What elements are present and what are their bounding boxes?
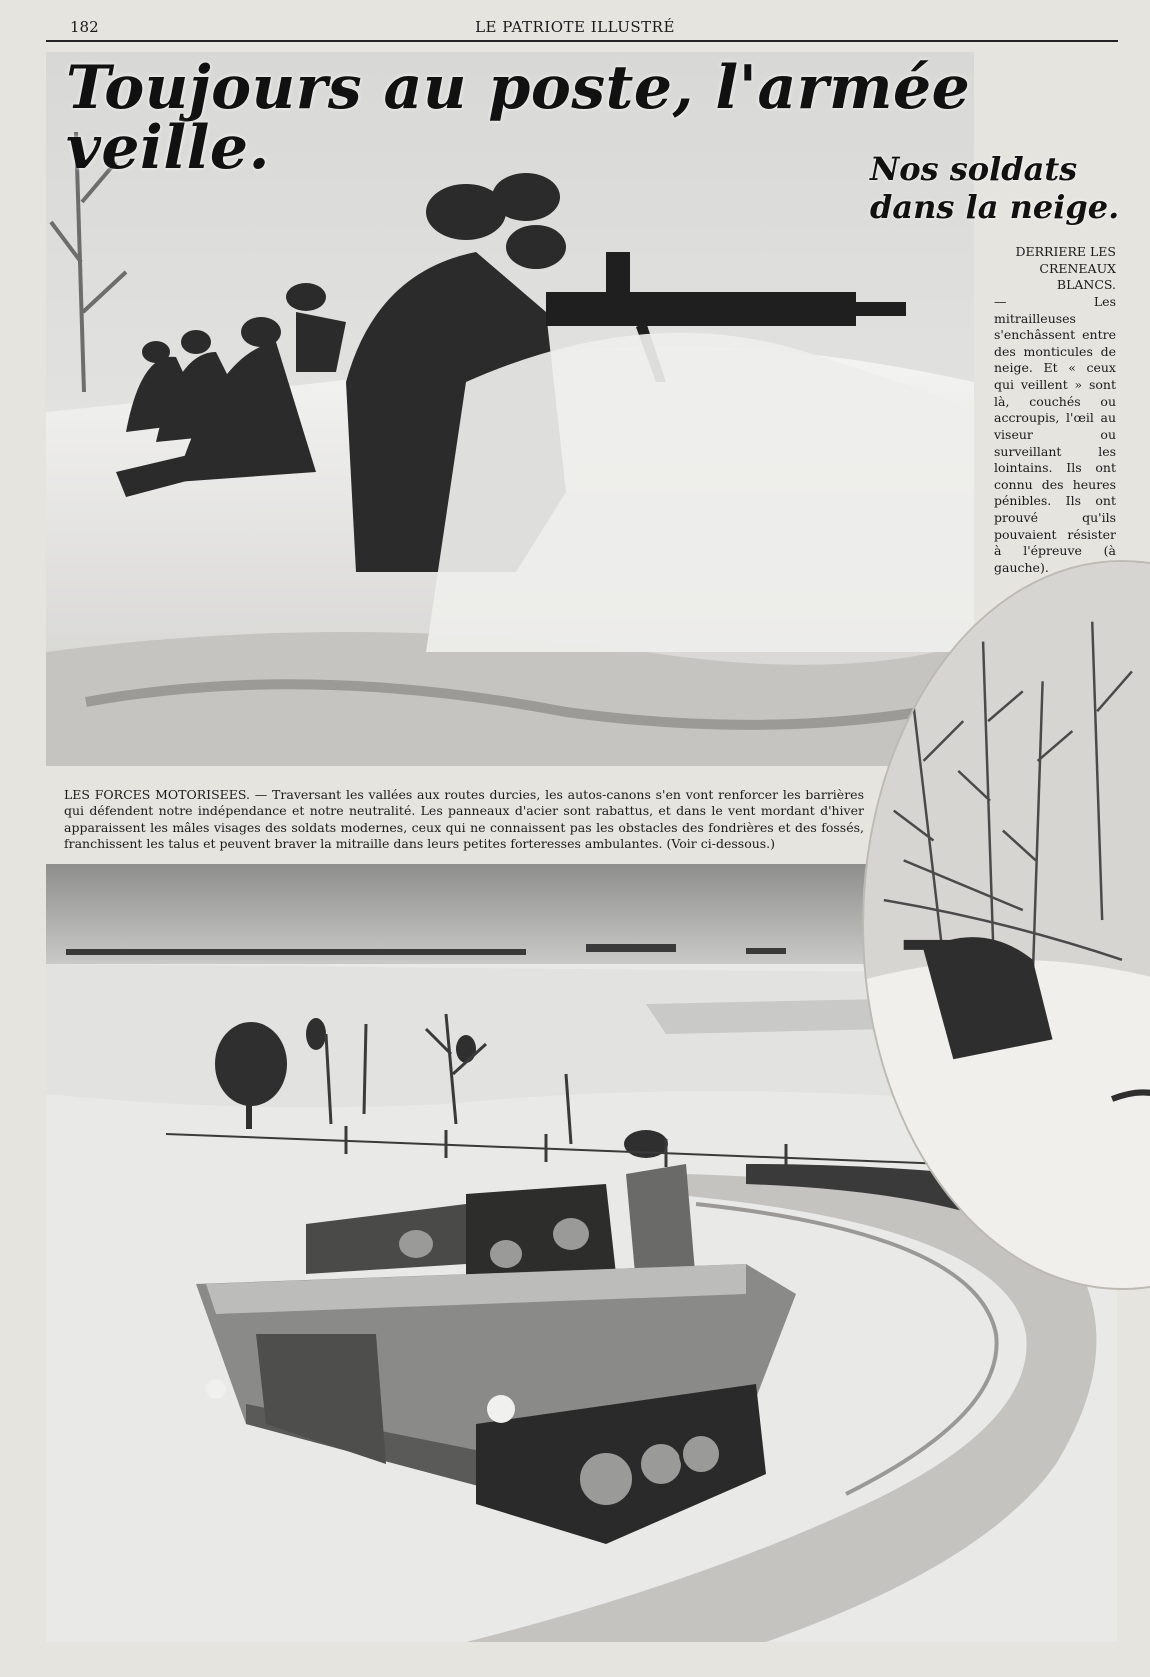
header-rule: [46, 40, 1118, 42]
side-caption-lead: DERRIERE LES CRENEAUX BLANCS.: [1015, 244, 1116, 293]
side-caption-body: — Les mitrailleuses s'enchâssent entre des monticules de neige. Et « ceux qui veillent » sont là, couchés ou accroupis, l'œil au viseur ou surveillant les lointains. Ils ont connu des heures pénibles. Ils ont prouvé qu'ils pouvaient résister à l'épreuve (à gauche).: [994, 293, 1116, 575]
bottom-caption-body: — Traversant les vallées aux routes durcies, les autos-canons s'en vont renforcer les barrières qui défendent notre indépendance et notre neutralité. Les panneaux d'acier sont rabattus, et dans le vent mordant d'hiver apparaissent les mâles visages des soldats modernes, ceux qui ne connaissent pas les obstacles des fondrières et des fossés, franchissent les talus et peuvent braver la mitraille dans leurs petites forteresses ambulantes. (Voir ci-dessous.): [64, 787, 864, 851]
masthead: LE PATRIOTE ILLUSTRÉ: [475, 18, 675, 36]
page-number: 182: [70, 18, 99, 36]
subheadline: [870, 150, 1120, 227]
subheadline-line-2: dans la neige.: [870, 188, 1120, 227]
bottom-caption: [64, 787, 864, 852]
bottom-caption-lead: LES FORCES MOTORISEES.: [64, 787, 250, 802]
headline: Toujours au poste, l'armée veille.: [66, 53, 971, 183]
subheadline-line-1: Nos soldats: [870, 150, 1078, 188]
side-caption: [994, 244, 1116, 577]
